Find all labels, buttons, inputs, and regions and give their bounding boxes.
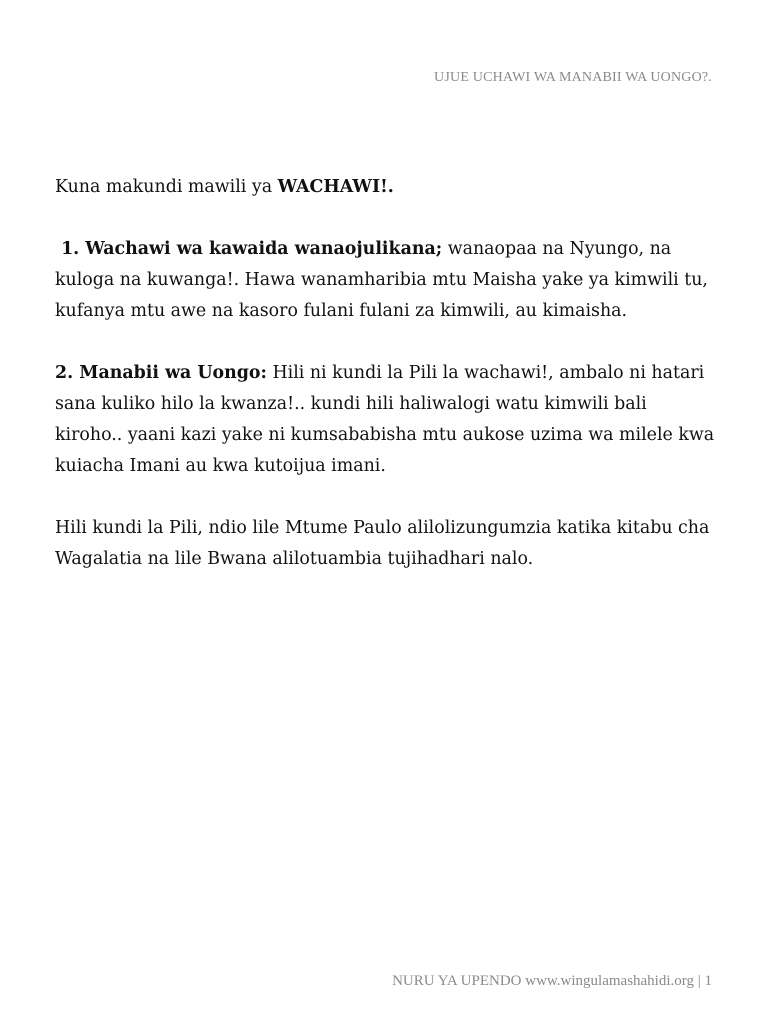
running-header: UJUE UCHAWI WA MANABII WA UONGO?. <box>434 70 712 85</box>
point-2-text: Hili ni kundi la Pili la wachawi!, ambalo ni hatari sana kuliko hilo la kwanza!.. kundi hili haliwalogi watu kimwili bali kiroho.. yaani kazi yake ni kumsababisha mtu aukose uzima wa milele kwa kuiacha Imani au kwa kutoijua imani. <box>55 363 715 476</box>
intro-paragraph <box>55 172 715 203</box>
point-2-heading: 2. Manabii wa Uongo: <box>55 363 267 383</box>
closing-paragraph: Hili kundi la Pili, ndio lile Mtume Paulo alilolizungumzia katika kitabu cha Wagalatia na lile Bwana alilotuambia tujihadhari nalo. <box>55 518 710 569</box>
point-1-paragraph <box>55 234 715 327</box>
intro-text: Kuna makundi mawili ya <box>55 177 278 197</box>
point-2-paragraph <box>55 358 715 482</box>
document-body <box>55 172 715 606</box>
page-footer: NURU YA UPENDO www.wingulamashahidi.org | 1 <box>392 973 712 989</box>
point-1-text: wanaopaa na Nyungo, na kuloga na kuwanga!. Hawa wanamharibia mtu Maisha yake ya kimwili tu, kufanya mtu awe na kasoro fulani fulani za kimwili, au kimaisha. <box>55 239 714 321</box>
point-1-heading: 1. Wachawi wa kawaida wanaojulikana; <box>55 239 443 259</box>
intro-bold: WACHAWI!. <box>277 177 394 197</box>
